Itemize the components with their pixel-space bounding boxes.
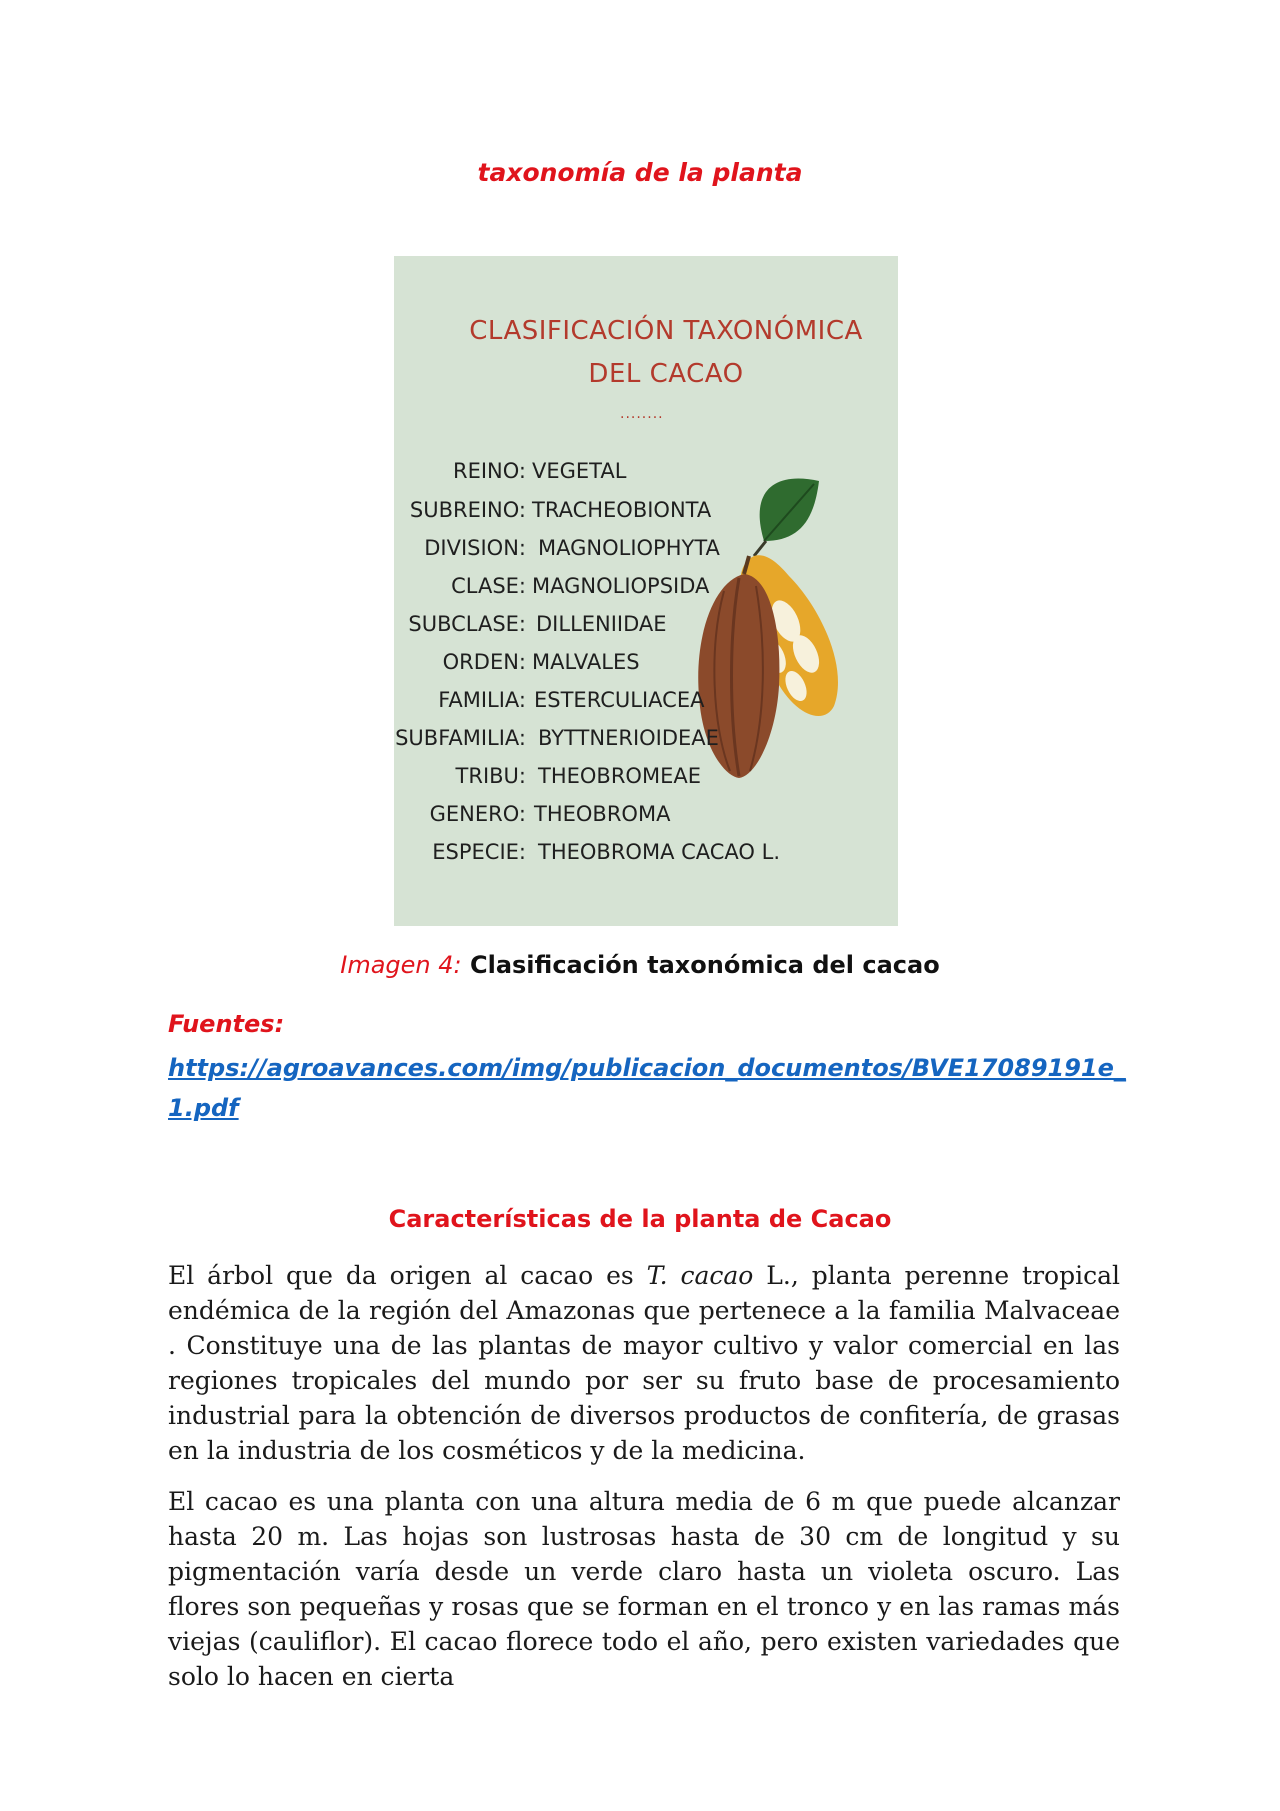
taxonomy-value: VEGETAL: [532, 459, 627, 483]
taxonomy-value: TRACHEOBIONTA: [532, 498, 712, 522]
taxonomy-value: THEOBROMEAE: [538, 764, 701, 788]
taxonomy-value: DILLENIIDAE: [536, 612, 667, 636]
taxonomy-value: BYTTNERIOIDEAE: [538, 726, 719, 750]
taxonomy-rank: ESPECIE:: [432, 840, 526, 864]
source-link[interactable]: https://agroavances.com/img/publicacion_documentos/BVE17089191e_1.pdf: [168, 1054, 1126, 1122]
taxonomy-value: MAGNOLIOPHYTA: [538, 536, 720, 560]
taxonomy-rank: REINO:: [453, 459, 526, 483]
paragraph-1-part1: El árbol que da origen al cacao es: [168, 1261, 647, 1290]
sources-label: Fuentes:: [168, 1010, 285, 1038]
taxonomy-value: THEOBROMA CACAO L.: [538, 840, 781, 864]
paragraph-1-part2: L., planta perenne tropical endémica de la región del Amazonas que pertenece a la familia Malvaceae . Constituye una de las plantas de mayor cultivo y valor comercial en las regiones tropicales del mundo por ser su fruto base de procesamiento industrial para la obtención de diversos productos de confitería, de grasas en la industria de los cosméticos y de la medicina.: [168, 1261, 1120, 1465]
taxonomy-value: ESTERCULIACEA: [534, 688, 705, 712]
leaf-icon: [754, 479, 819, 557]
taxonomy-figure: [394, 256, 898, 926]
page-heading: taxonomía de la planta: [477, 158, 803, 187]
figure-divider-dots: ........: [620, 406, 664, 422]
taxonomy-rank: TRIBU:: [455, 764, 526, 788]
taxonomy-rank: ORDEN:: [442, 650, 526, 674]
taxonomy-rank: DIVISION:: [424, 536, 526, 560]
paragraph-2: El cacao es una planta con una altura media de 6 m que puede alcanzar hasta 20 m. Las hojas son lustrosas hasta de 30 cm de longitud y su pigmentación varía desde un verde claro hasta un violeta oscuro. Las flores son pequeñas y rosas que se forman en el tronco y en las ramas más viejas (cauliflor). El cacao florece todo el año, pero existen variedades que solo lo hacen en cierta: [168, 1487, 1120, 1691]
taxonomy-value: MALVALES: [532, 650, 640, 674]
paragraph-1: [168, 1258, 1120, 1468]
figure-title-line1: CLASIFICACIÓN TAXONÓMICA: [469, 316, 863, 346]
taxonomy-rank: CLASE:: [451, 574, 526, 598]
figure-title-line2: DEL CACAO: [588, 359, 744, 389]
taxonomy-rank: SUBCLASE:: [408, 612, 526, 636]
caption-text: Clasificación taxonómica del cacao: [461, 951, 940, 979]
figure-caption: [0, 951, 1280, 979]
section-heading: Características de la planta de Cacao: [388, 1205, 892, 1233]
taxonomy-rank: SUBREINO:: [409, 498, 526, 522]
taxonomy-value: THEOBROMA: [534, 802, 671, 826]
species-name: T. cacao: [646, 1261, 754, 1290]
taxonomy-rank: FAMILIA:: [438, 688, 526, 712]
taxonomy-rank: GENERO:: [429, 802, 526, 826]
taxonomy-rank: SUBFAMILIA:: [395, 726, 526, 750]
taxonomy-value: MAGNOLIOPSIDA: [532, 574, 710, 598]
caption-label: Imagen 4:: [340, 951, 462, 979]
